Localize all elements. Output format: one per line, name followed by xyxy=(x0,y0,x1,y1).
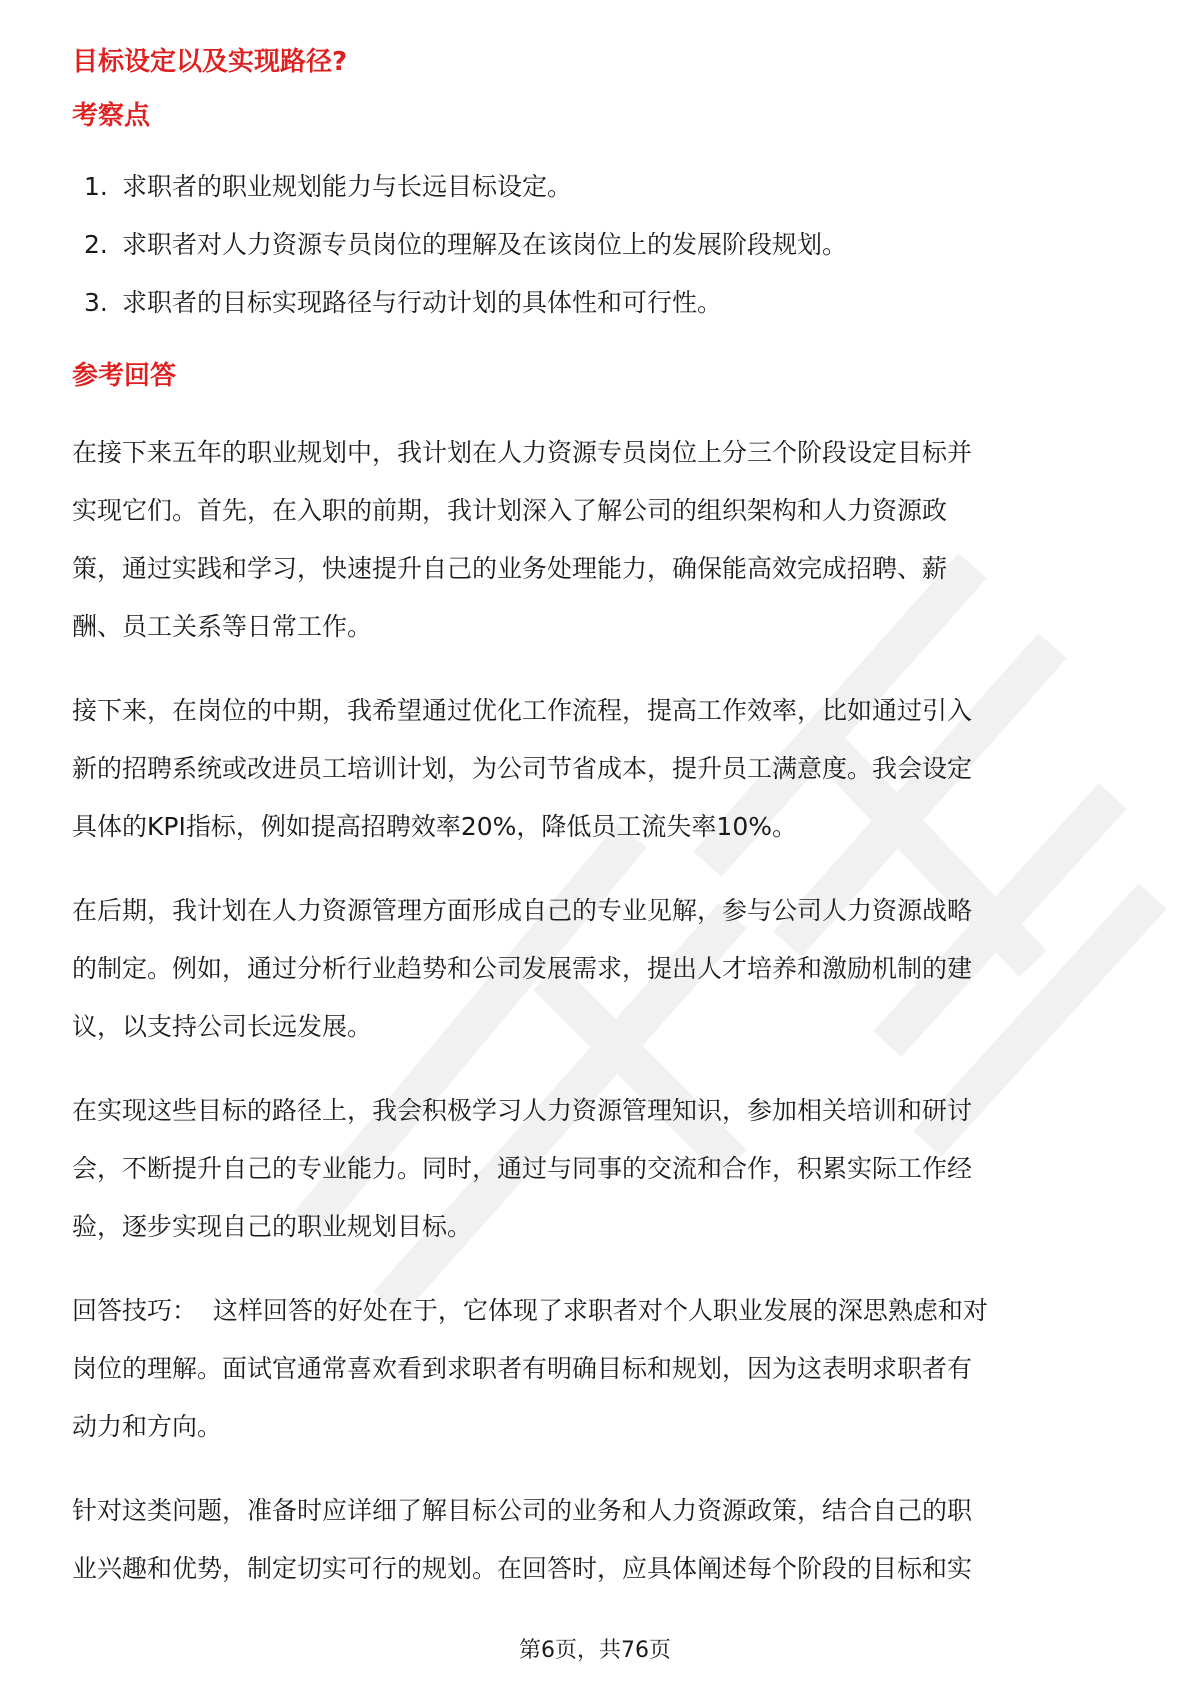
list-item xyxy=(72,274,1122,332)
paragraph-line: 回答技巧： 这样回答的好处在于，它体现了求职者对个人职业发展的深思熟虑和对 xyxy=(72,1296,988,1325)
section-heading-reference-answer: 参考回答 xyxy=(72,361,177,391)
answer-paragraph xyxy=(72,682,1122,856)
list-item-text: 求职者对人力资源专员岗位的理解及在该岗位上的发展阶段规划。 xyxy=(122,230,848,259)
list-item-text: 求职者的目标实现路径与行动计划的具体性和可行性。 xyxy=(122,288,723,317)
paragraph-line: 业兴趣和优势，制定切实可行的规划。在回答时，应具体阐述每个阶段的目标和实 xyxy=(72,1554,973,1583)
paragraph-line: 在后期，我计划在人力资源管理方面形成自己的专业见解，参与公司人力资源战略 xyxy=(72,896,973,925)
paragraph-line: 针对这类问题，准备时应详细了解目标公司的业务和人力资源政策，结合自己的职 xyxy=(72,1496,973,1525)
list-item-text: 求职者的职业规划能力与长远目标设定。 xyxy=(122,172,573,201)
paragraph-line: 动力和方向。 xyxy=(72,1412,223,1441)
list-item xyxy=(72,158,1122,216)
paragraph-line: 议，以支持公司长远发展。 xyxy=(72,1012,373,1041)
answer-paragraph xyxy=(72,424,1122,656)
paragraph-line: 策，通过实践和学习，快速提升自己的业务处理能力，确保能高效完成招聘、薪 xyxy=(72,554,948,583)
page-title: 目标设定以及实现路径? xyxy=(72,47,348,77)
paragraph-line: 实现它们。首先，在入职的前期，我计划深入了解公司的组织架构和人力资源政 xyxy=(72,496,948,525)
list-item xyxy=(72,216,1122,274)
paragraph-line: 在接下来五年的职业规划中，我计划在人力资源专员岗位上分三个阶段设定目标并 xyxy=(72,438,973,467)
paragraph-line: 在实现这些目标的路径上，我会积极学习人力资源管理知识，参加相关培训和研讨 xyxy=(72,1096,973,1125)
list-item-number: 2. xyxy=(84,230,108,259)
list-item-number: 1. xyxy=(84,172,108,201)
paragraph-line: 会，不断提升自己的专业能力。同时，通过与同事的交流和合作，积累实际工作经 xyxy=(72,1154,973,1183)
paragraph-line: 验，逐步实现自己的职业规划目标。 xyxy=(72,1212,473,1241)
paragraph-line: 的制定。例如，通过分析行业趋势和公司发展需求，提出人才培养和激励机制的建 xyxy=(72,954,973,983)
paragraph-line: 接下来，在岗位的中期，我希望通过优化工作流程，提高工作效率，比如通过引入 xyxy=(72,696,973,725)
page-number-footer: 第6页，共76页 xyxy=(519,1638,671,1663)
paragraph-line: 具体的KPI指标，例如提高招聘效率20%，降低员工流失率10%。 xyxy=(72,812,797,841)
examination-points-list xyxy=(72,158,1122,332)
answer-paragraph xyxy=(72,882,1122,1056)
answer-tips-paragraph xyxy=(72,1282,1122,1456)
answer-paragraph xyxy=(72,1082,1122,1256)
section-heading-examination-points: 考察点 xyxy=(72,101,151,131)
paragraph-line: 岗位的理解。面试官通常喜欢看到求职者有明确目标和规划，因为这表明求职者有 xyxy=(72,1354,973,1383)
paragraph-line: 新的招聘系统或改进员工培训计划，为公司节省成本，提升员工满意度。我会设定 xyxy=(72,754,973,783)
content-area xyxy=(72,44,1122,1598)
list-item-number: 3. xyxy=(84,288,108,317)
paragraph-line: 酬、员工关系等日常工作。 xyxy=(72,612,373,641)
answer-paragraph xyxy=(72,1482,1122,1598)
